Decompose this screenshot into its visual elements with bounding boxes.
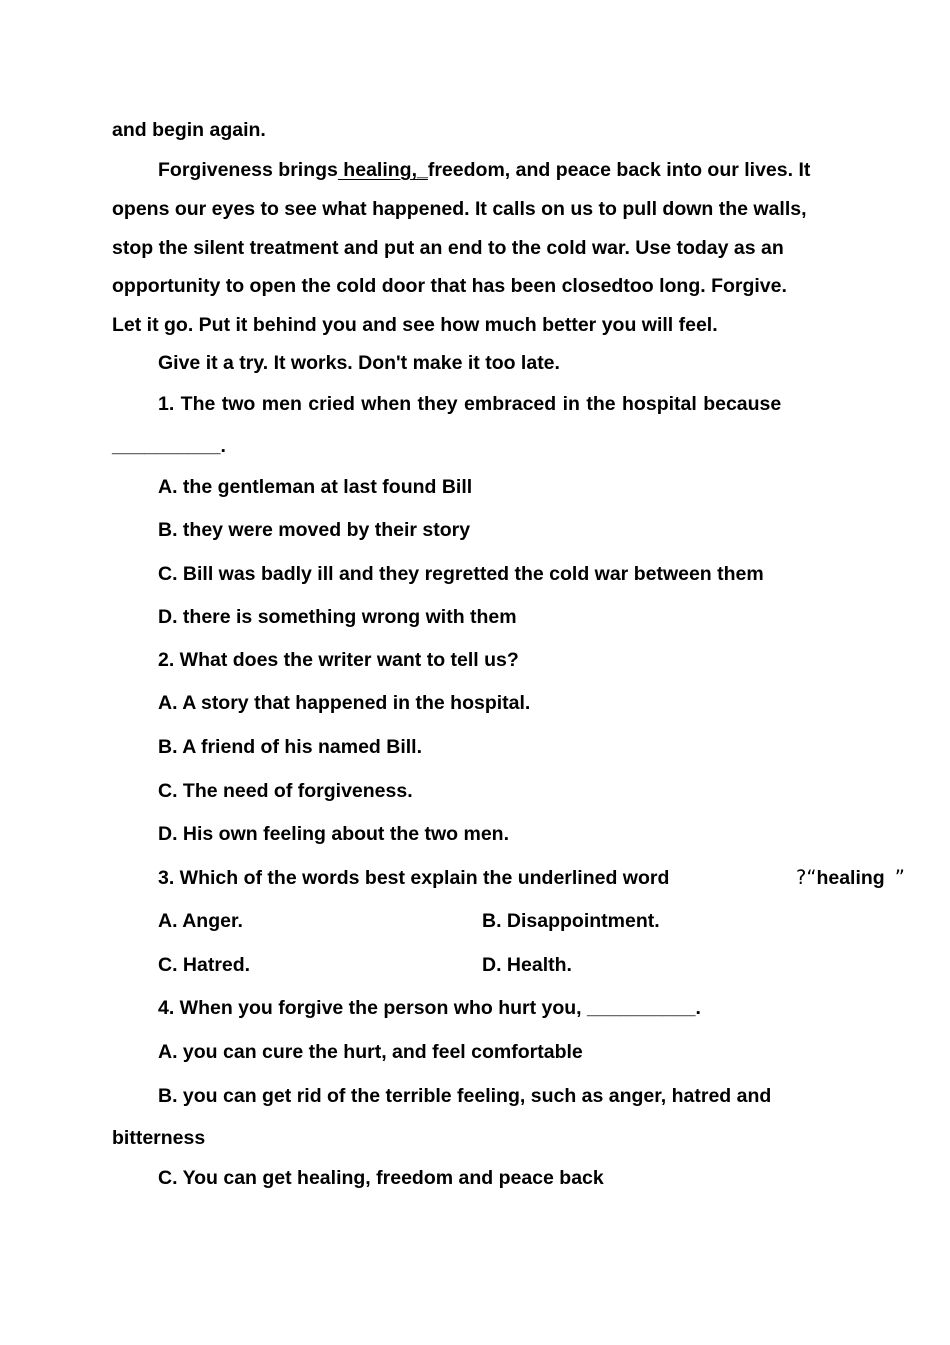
question-4-option-b-continued: bitterness [112, 1127, 206, 1149]
question-4-option-a: A. you can cure the hurt, and feel comfortable [158, 1041, 583, 1063]
question-1-blank: __________. [112, 435, 226, 457]
question-2-option-c: C. The need of forgiveness. [158, 780, 413, 802]
question-2-option-b: B. A friend of his named Bill. [158, 736, 422, 758]
question-3-stem: 3. Which of the words best explain the underlined word [158, 867, 670, 889]
question-3-quoted-word [796, 866, 905, 890]
question-1-option-c: C. Bill was badly ill and they regretted the cold war between them [158, 563, 764, 585]
question-4-option-c: C. You can get healing, freedom and peace back [158, 1167, 604, 1189]
question-4-option-b: B. you can get rid of the terrible feeling, such as anger, hatred and [158, 1085, 772, 1107]
question-3-option-d: D. Health. [482, 954, 572, 976]
passage-text: freedom, and peace back into our lives. It [427, 159, 811, 181]
question-1-option-d: D. there is something wrong with them [158, 606, 517, 628]
question-3-option-c: C. Hatred. [158, 954, 251, 976]
passage-text: Forgiveness brings [158, 159, 338, 181]
question-1-option-a: A. the gentleman at last found Bill [158, 476, 473, 498]
underlined-word-healing: healing,_ [337, 159, 428, 181]
question-4-stem: 4. When you forgive the person who hurt you, __________. [158, 997, 701, 1019]
passage-line: opportunity to open the cold door that has been closedtoo long. Forgive. [112, 275, 787, 297]
quoted-word: healing [816, 867, 885, 889]
close-quote: ” [894, 866, 905, 889]
question-mark-open-quote: ?“ [796, 866, 817, 889]
question-3-option-a: A. Anger. [158, 910, 243, 932]
question-1-option-b: B. they were moved by their story [158, 519, 471, 541]
passage-line: Give it a try. It works. Don't make it too late. [158, 352, 560, 374]
passage-paragraph-first-line [158, 158, 810, 182]
question-1-stem: 1. The two men cried when they embraced in the hospital because [158, 393, 782, 415]
question-2-option-a: A. A story that happened in the hospital. [158, 692, 531, 714]
passage-line: Let it go. Put it behind you and see how much better you will feel. [112, 314, 718, 336]
passage-line: opens our eyes to see what happened. It calls on us to pull down the walls, [112, 198, 807, 220]
passage-line: and begin again. [112, 119, 266, 141]
passage-line: stop the silent treatment and put an end to the cold war. Use today as an [112, 237, 784, 259]
question-2-stem: 2. What does the writer want to tell us? [158, 649, 519, 671]
question-3-option-b: B. Disappointment. [482, 910, 660, 932]
question-2-option-d: D. His own feeling about the two men. [158, 823, 510, 845]
